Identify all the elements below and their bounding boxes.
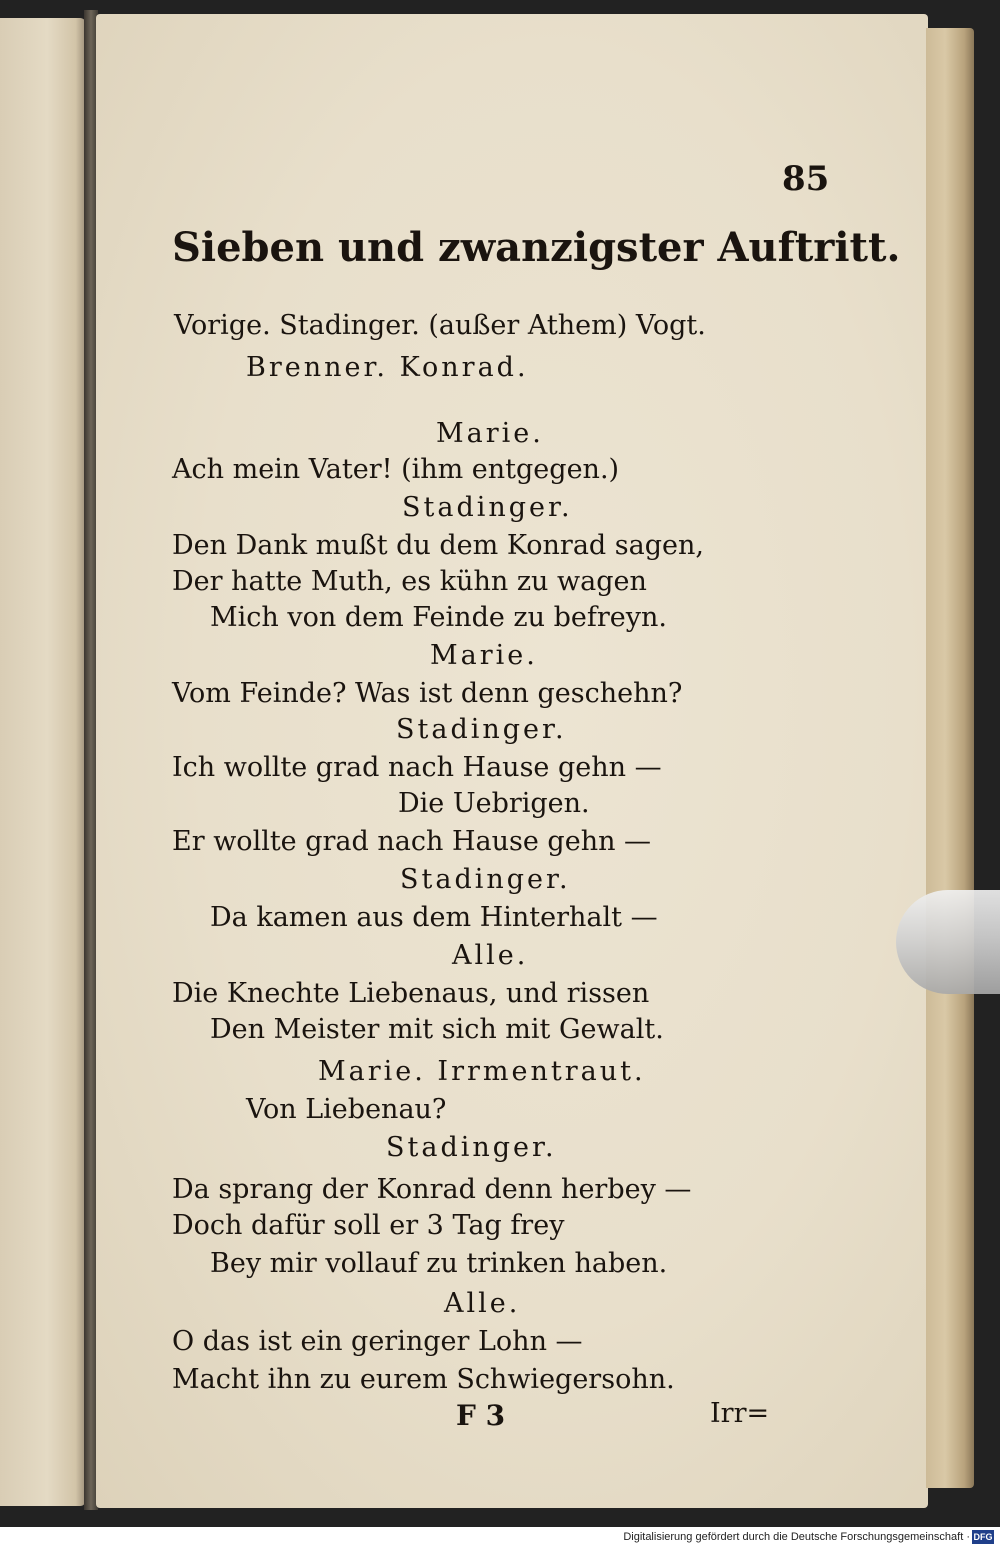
cast-line: Brenner. Konrad.: [246, 352, 529, 383]
speaker: Stadinger.: [400, 864, 571, 895]
footer-bar: [0, 1527, 1000, 1548]
speaker: Alle.: [452, 940, 529, 971]
speaker: Marie.: [436, 418, 544, 449]
page-stack-edge: [926, 28, 974, 1488]
speaker: Stadinger.: [396, 714, 567, 745]
speaker: Marie. Irrmentraut.: [318, 1056, 646, 1087]
verse-line: O das ist ein geringer Lohn —: [172, 1326, 583, 1357]
verse-line: Mich von dem Feinde zu befreyn.: [210, 602, 667, 633]
speaker: Alle.: [444, 1288, 521, 1319]
funding-notice: Digitalisierung gefördert durch die Deutsche Forschungsgemeinschaft ·: [623, 1531, 970, 1543]
scene-title: Sieben und zwanzigster Auftritt.: [172, 224, 901, 271]
page-clip: [896, 890, 1000, 994]
speaker: Stadinger.: [402, 492, 573, 523]
verse-line: Den Dank mußt du dem Konrad sagen,: [172, 530, 704, 561]
left-page-edge: [0, 18, 86, 1506]
verse-line: Der hatte Muth, es kühn zu wagen: [172, 566, 647, 597]
verse-line: Ach mein Vater! (ihm entgegen.): [172, 454, 620, 485]
cast-line: Vorige. Stadinger. (außer Athem) Vogt.: [174, 310, 706, 341]
verse-line: Macht ihn zu eurem Schwiegersohn.: [172, 1364, 675, 1395]
verse-line: Ich wollte grad nach Hause gehn —: [172, 752, 662, 783]
dfg-logo: DFG: [973, 1532, 993, 1542]
verse-line: Von Liebenau?: [246, 1094, 447, 1125]
speaker: Die Uebrigen.: [398, 788, 590, 819]
page-number: 85: [782, 159, 830, 199]
verse-line: Er wollte grad nach Hause gehn —: [172, 826, 652, 857]
signature-mark: F 3: [456, 1399, 506, 1432]
verse-line: Bey mir vollauf zu trinken haben.: [210, 1248, 668, 1279]
speaker: Stadinger.: [386, 1132, 557, 1163]
speaker: Marie.: [430, 640, 538, 671]
verse-line: Doch dafür soll er 3 Tag frey: [172, 1210, 565, 1241]
catchword: Irr=: [710, 1398, 770, 1429]
verse-line: Die Knechte Liebenaus, und rissen: [172, 978, 650, 1009]
verse-line: Den Meister mit sich mit Gewalt.: [210, 1014, 664, 1045]
verse-line: Vom Feinde? Was ist denn geschehn?: [172, 678, 683, 709]
verse-line: Da kamen aus dem Hinterhalt —: [210, 902, 658, 933]
verse-line: Da sprang der Konrad denn herbey —: [172, 1174, 692, 1205]
